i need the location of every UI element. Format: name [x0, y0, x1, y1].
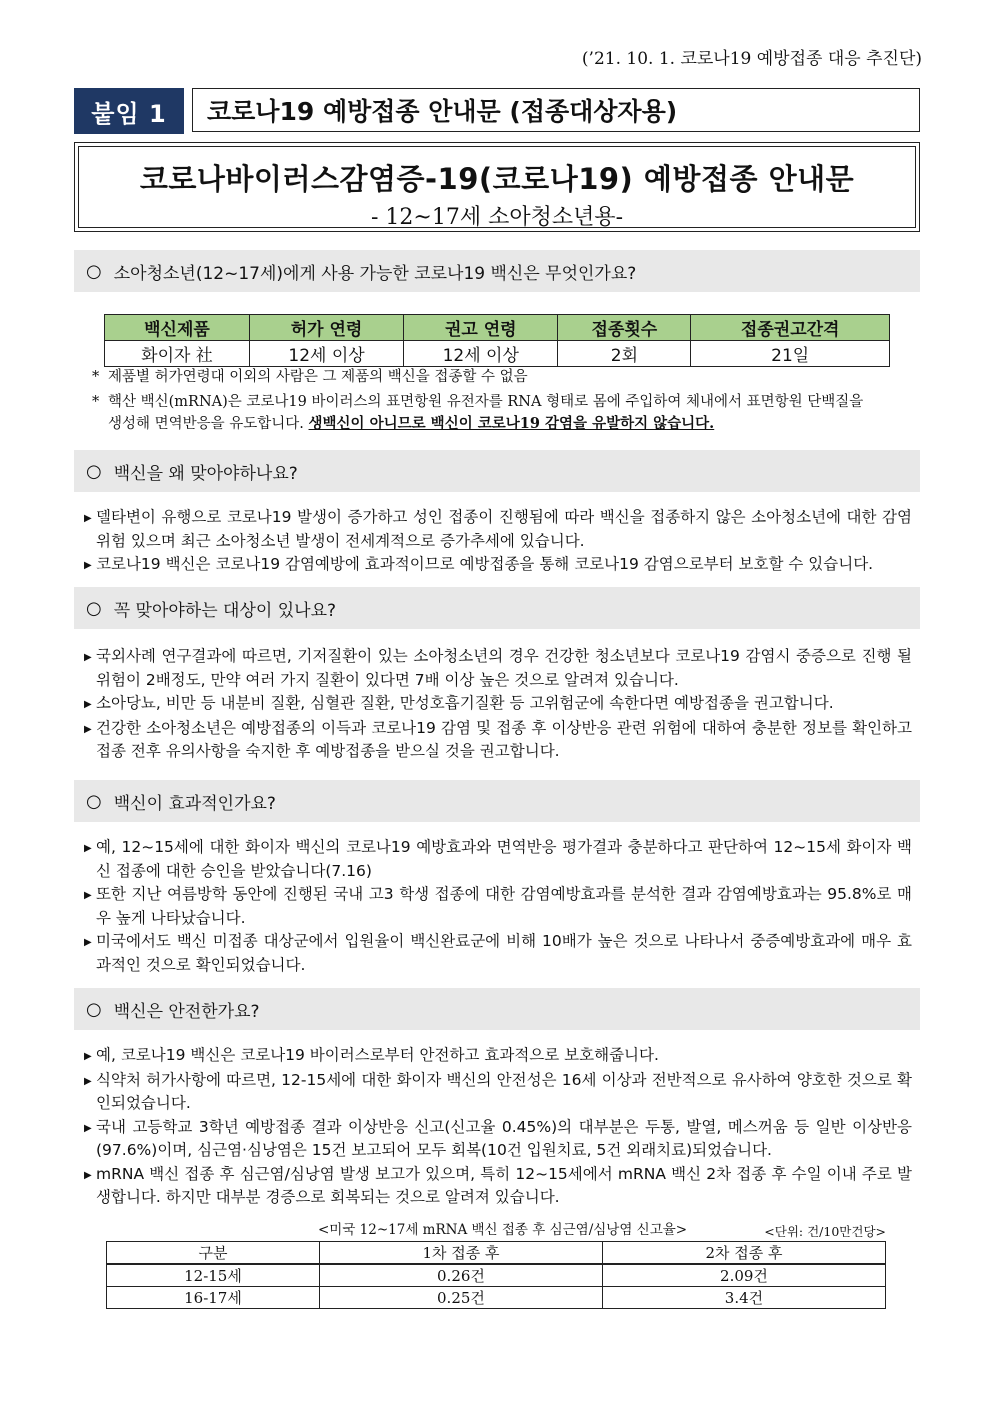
who-list	[84, 645, 912, 764]
attachment-header	[74, 88, 920, 134]
table-cell: 3.4건	[602, 1287, 885, 1309]
table-cell: 0.25건	[319, 1287, 602, 1309]
table-row	[107, 1264, 886, 1287]
origin-note: (’21. 10. 1. 코로나19 예방접종 대응 추진단)	[581, 49, 922, 69]
list-item: ▶ 건강한 소아청소년은 예방접종의 이득과 코로나19 감염 및 접종 후 이상반응 관련 위험에 대하여 충분한 정보를 확인하고 접종 전후 유의사항을 숙지한 후 예방접종을 받으실 것을 권고합니다.	[84, 717, 912, 764]
section-title: 백신을 왜 맞아야하나요?	[113, 463, 298, 484]
document-subtitle: - 12~17세 소아청소년용-	[370, 205, 624, 230]
table-cell: 12세 이상	[404, 341, 558, 367]
table-header: 허가 연령	[249, 315, 403, 341]
bullet-icon: ▶	[84, 560, 92, 571]
bullet-icon: ▶	[84, 513, 92, 524]
table-header: 1차 접종 후	[319, 1242, 602, 1265]
table-header: 2차 접종 후	[602, 1242, 885, 1265]
table-caption: <미국 12~17세 mRNA 백신 접종 후 심근염/심낭염 신고율>	[318, 1222, 688, 1238]
list-item: ▶ 또한 지난 여름방학 동안에 진행된 국내 고3 학생 접종에 대한 감염예방효과를 분석한 결과 감염예방효과는 95.8%로 매우 높게 나타났습니다.	[84, 883, 912, 930]
table-row	[107, 1287, 886, 1309]
table-cell: 2.09건	[602, 1264, 885, 1287]
section-header-effective	[74, 780, 920, 822]
section-header-vaccine-type	[74, 250, 920, 292]
circle-icon: ○	[86, 460, 102, 482]
section-title: 백신이 효과적인가요?	[113, 793, 276, 814]
section-title: 소아청소년(12~17세)에게 사용 가능한 코로나19 백신은 무엇인가요?	[113, 263, 637, 284]
circle-icon: ○	[86, 790, 102, 812]
bullet-icon: ▶	[84, 1169, 92, 1181]
table-header: 백신제품	[105, 315, 250, 341]
table-header: 권고 연령	[404, 315, 558, 341]
note-mrna: * 핵산 백신(mRNA)은 코로나19 바이러스의 표면항원 유전자를 RNA 형태로 몸에 주입하여 체내에서 표면항원 단백질을 생성해 면역반응을 유도합니다. 생백신이 아니므로 백신이 코로나19 감염을 유발하지 않습니다.	[92, 394, 864, 432]
attachment-title: 코로나19 예방접종 안내문 (접종대상자용)	[192, 88, 920, 132]
table-cell: 21일	[691, 341, 890, 367]
table-cell: 12-15세	[107, 1264, 320, 1287]
safety-list	[84, 1044, 912, 1210]
table-cell: 12세 이상	[249, 341, 403, 367]
table-unit: <단위: 건/10만건당>	[764, 1224, 886, 1239]
myocarditis-table	[106, 1241, 886, 1309]
table-header-row	[107, 1242, 886, 1265]
list-item: ▶ 코로나19 백신은 코로나19 감염예방에 효과적이므로 예방접종을 통해 코로나19 감염으로부터 보호할 수 있습니다.	[84, 553, 912, 578]
bullet-icon: ▶	[84, 1075, 92, 1087]
attachment-label: 붙임 1	[74, 88, 184, 134]
table-header: 접종권고간격	[691, 315, 890, 341]
table-row	[105, 341, 890, 367]
list-item: ▶ 국외사례 연구결과에 따르면, 기저질환이 있는 소아청소년의 경우 건강한 청소년보다 코로나19 감염시 중증으로 진행 될 위험이 2배정도, 만약 여러 가지 질환이 있다면 7배 이상 높은 것으로 알려져 있습니다.	[84, 645, 912, 692]
table-header: 접종횟수	[558, 315, 691, 341]
section-header-safety	[74, 988, 920, 1030]
emphasis-text: 생백신이 아니므로 백신이 코로나19 감염을 유발하지 않습니다.	[308, 415, 715, 432]
list-item: ▶ 예, 코로나19 백신은 코로나19 바이러스로부터 안전하고 효과적으로 보호해줍니다.	[84, 1044, 912, 1069]
list-item: ▶ 예, 12~15세에 대한 화이자 백신의 코로나19 예방효과와 면역반응 평가결과 충분하다고 판단하여 12~15세 화이자 백신 접종에 대한 승인을 받았습니다(7.16)	[84, 836, 912, 883]
section-header-why	[74, 450, 920, 492]
bullet-icon: ▶	[84, 937, 92, 948]
list-item: ▶ mRNA 백신 접종 후 심근염/심낭염 발생 보고가 있으며, 특히 12~15세에서 mRNA 백신 2차 접종 후 수일 이내 주로 발생합니다. 하지만 대부분 경증으로 회복되는 것으로 알려져 있습니다.	[84, 1163, 912, 1210]
bullet-icon: ▶	[84, 1051, 92, 1062]
circle-icon: ○	[86, 998, 102, 1020]
bullet-icon: ▶	[84, 652, 92, 663]
why-list	[84, 506, 912, 578]
document-title: 코로나바이러스감염증-19(코로나19) 예방접종 안내문	[139, 162, 855, 196]
table-header-row	[105, 315, 890, 341]
bullet-icon: ▶	[84, 723, 92, 735]
list-item: ▶ 국내 고등학교 3학년 예방접종 결과 이상반응 신고(신고율 0.45%)의 대부분은 두통, 발열, 메스꺼움 등 일반 이상반응(97.6%)이며, 심근염·심낭염은 15건 보고되어 모두 회복(10건 입원치료, 5건 외래치료)되었습니다.	[84, 1116, 912, 1163]
effective-list	[84, 836, 912, 977]
table-cell: 0.26건	[319, 1264, 602, 1287]
list-item: ▶ 소아당뇨, 비만 등 내분비 질환, 심혈관 질환, 만성호흡기질환 등 고위험군에 속한다면 예방접종을 권고합니다.	[84, 692, 912, 717]
section-title: 꼭 맞아야하는 대상이 있나요?	[113, 600, 337, 621]
bullet-icon: ▶	[84, 1122, 92, 1134]
table-cell: 16-17세	[107, 1287, 320, 1309]
circle-icon: ○	[86, 260, 102, 282]
circle-icon: ○	[86, 597, 102, 619]
table-header: 구분	[107, 1242, 320, 1265]
bullet-icon: ▶	[84, 699, 92, 710]
note-license-age: * 제품별 허가연령대 이외의 사람은 그 제품의 백신을 접종할 수 없음	[92, 369, 528, 385]
list-item: ▶ 델타변이 유행으로 코로나19 발생이 증가하고 성인 접종이 진행됨에 따라 백신을 접종하지 않은 소아청소년에 대한 감염 위험 있으며 최근 소아청소년 발생이 전세계적으로 증가추세에 있습니다.	[84, 506, 912, 553]
list-item: ▶ 미국에서도 백신 미접종 대상군에서 입원율이 백신완료군에 비해 10배가 높은 것으로 나타나서 중증예방효과에 매우 효과적인 것으로 확인되었습니다.	[84, 930, 912, 977]
bullet-icon: ▶	[84, 843, 92, 854]
table-cell: 2회	[558, 341, 691, 367]
bullet-icon: ▶	[84, 890, 92, 901]
vaccine-table	[104, 314, 890, 367]
list-item: ▶ 식약처 허가사항에 따르면, 12-15세에 대한 화이자 백신의 안전성은 16세 이상과 전반적으로 유사하여 양호한 것으로 확인되었습니다.	[84, 1069, 912, 1116]
document-title-box	[74, 142, 920, 232]
section-title: 백신은 안전한가요?	[113, 1001, 260, 1022]
table-cell: 화이자 社	[105, 341, 250, 367]
section-header-who	[74, 587, 920, 629]
